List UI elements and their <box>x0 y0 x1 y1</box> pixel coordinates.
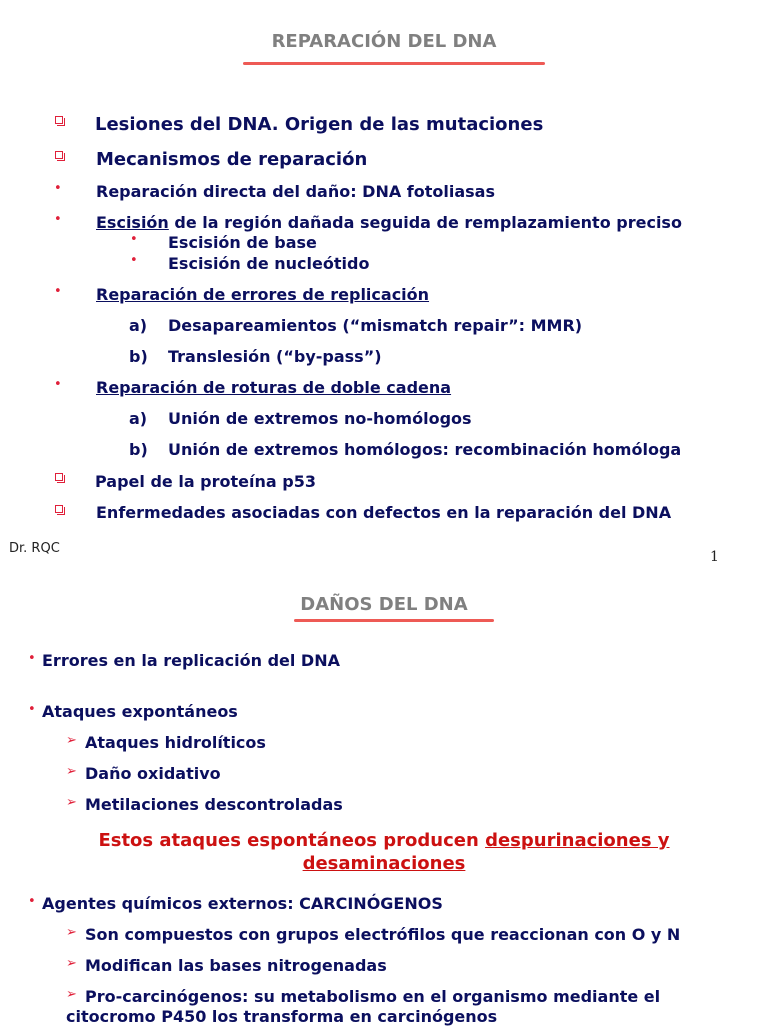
item-translesion: Translesión (“by-pass”) <box>168 347 382 366</box>
page-number: 1 <box>710 549 719 565</box>
note-desaminaciones: desaminaciones <box>302 853 466 874</box>
red-arrowhead-icon: ➢ <box>66 764 77 779</box>
checkbox-square-icon <box>55 116 63 124</box>
author-footer: Dr. RQC <box>9 541 60 556</box>
title-underline <box>243 62 545 65</box>
item-mecanismos: Mecanismos de reparación <box>96 149 368 170</box>
slide-1-title: REPARACIÓN DEL DNA <box>271 31 497 52</box>
red-dot-icon: • <box>130 232 138 247</box>
item-oxidativo: Daño oxidativo <box>85 764 221 783</box>
red-dot-icon: • <box>28 702 36 717</box>
item-hidroliticos: Ataques hidrolíticos <box>85 733 266 752</box>
item-no-homologos: Unión de extremos no-homólogos <box>168 409 472 428</box>
item-reparacion-directa: Reparación directa del daño: DNA fotoliasas <box>96 182 495 201</box>
item-p53: Papel de la proteína p53 <box>95 472 316 491</box>
item-bases-nitrogenadas: Modifican las bases nitrogenadas <box>85 956 387 975</box>
red-dot-icon: • <box>54 181 62 196</box>
red-arrowhead-icon: ➢ <box>66 795 77 810</box>
item-carcinogenos: Agentes químicos externos: CARCINÓGENOS <box>42 894 443 913</box>
red-dot-icon: • <box>54 212 62 227</box>
item-electrofilos: Son compuestos con grupos electrófilos que reaccionan con O y N <box>85 925 681 944</box>
checkbox-square-icon <box>55 473 63 481</box>
red-dot-icon: • <box>54 284 62 299</box>
label-b: b) <box>129 440 148 459</box>
note-line-1 <box>0 830 768 851</box>
item-lesiones: Lesiones del DNA. Origen de las mutaciones <box>95 114 544 135</box>
red-dot-icon: • <box>130 253 138 268</box>
red-arrowhead-icon: ➢ <box>66 925 77 940</box>
item-homologos: Unión de extremos homólogos: recombinación homóloga <box>168 440 682 459</box>
item-escision-nucleotido: Escisión de nucleótido <box>168 254 370 273</box>
label-a: a) <box>129 316 148 335</box>
red-dot-icon: • <box>28 651 36 666</box>
item-procarcinogenos-1: Pro-carcinógenos: su metabolismo en el organismo mediante el <box>85 987 661 1006</box>
red-arrowhead-icon: ➢ <box>66 956 77 971</box>
item-procarcinogenos-2: citocromo P450 los transforma en carcinógenos <box>66 1007 498 1026</box>
red-dot-icon: • <box>54 377 62 392</box>
note-despurinaciones: despurinaciones y <box>485 830 670 851</box>
label-a: a) <box>129 409 148 428</box>
item-enfermedades: Enfermedades asociadas con defectos en la reparación del DNA <box>96 503 672 522</box>
item-errores-replicacion: Reparación de errores de replicación <box>96 285 430 304</box>
label-b: b) <box>129 347 148 366</box>
item-doble-cadena: Reparación de roturas de doble cadena <box>96 378 452 397</box>
item-escision-base: Escisión de base <box>168 233 317 252</box>
item-metilaciones: Metilaciones descontroladas <box>85 795 343 814</box>
red-dot-icon: • <box>28 894 36 909</box>
slide-2-title: DAÑOS DEL DNA <box>300 594 468 615</box>
item-errores-replicacion-dna: Errores en la replicación del DNA <box>42 651 340 670</box>
checkbox-square-icon <box>55 505 63 513</box>
escision-rest: de la región dañada seguida de remplazamiento preciso <box>168 213 682 232</box>
item-escision <box>96 213 682 232</box>
escision-word: Escisión <box>96 213 169 232</box>
red-arrowhead-icon: ➢ <box>66 987 77 1002</box>
checkbox-square-icon <box>55 151 63 159</box>
note-plain: Estos ataques espontáneos producen <box>98 830 486 851</box>
red-arrowhead-icon: ➢ <box>66 733 77 748</box>
title-underline <box>294 619 494 622</box>
item-mismatch: Desapareamientos (“mismatch repair”: MMR) <box>168 316 583 335</box>
item-ataques-expontaneos: Ataques expontáneos <box>42 702 238 721</box>
